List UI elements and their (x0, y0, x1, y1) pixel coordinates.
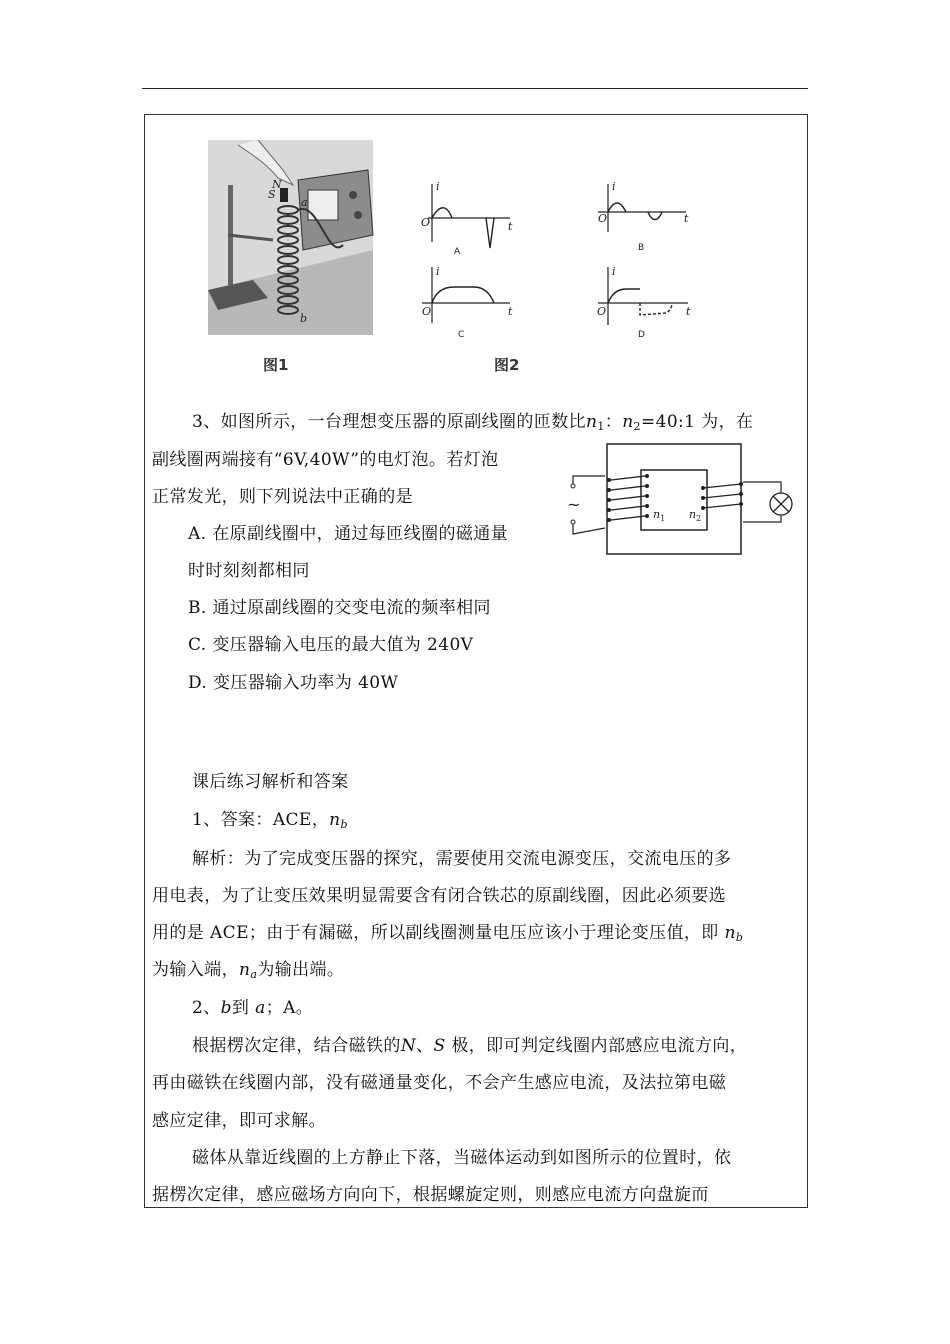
answer-1-exp-line1: 解析：为了完成变压器的探究，需要使用交流电源变压，交流电压的多 (192, 849, 732, 869)
axis-t: t (684, 212, 689, 225)
answer-2-p4: 磁体从靠近线圈的上方静止下落，当磁体运动到如图所示的位置时，依 (192, 1148, 732, 1168)
q3-option-a-line2: 时时刻刻都相同 (188, 561, 310, 581)
origin: O (598, 212, 608, 225)
axis-t: t (508, 305, 513, 318)
graph-panel-a (418, 182, 518, 257)
answer-1-exp-line4: 为输入端，$n_a$为输出端。 (152, 960, 345, 981)
axis-i: i (436, 180, 440, 193)
n1-label: $n_1$ (653, 508, 666, 523)
panel-label: D (638, 330, 645, 340)
q3-option-d: D. 变压器输入功率为 40W (188, 673, 399, 693)
axis-t: t (508, 220, 513, 233)
q3-option-b: B. 通过原副线圈的交变电流的频率相同 (188, 598, 491, 618)
q3-line2: 副线圈两端接有“6V,40W”的电灯泡。若灯泡 (152, 450, 499, 470)
answer-1-exp-line2: 用电表，为了让变压效果明显需要含有闭合铁芯的原副线圈，因此必须要选 (152, 886, 727, 906)
axis-i: i (612, 180, 616, 193)
figure-1-apparatus (208, 140, 373, 335)
q3-line1: 3、如图所示，一台理想变压器的原副线圈的匝数比n1：n2=40:1 为，在 (192, 412, 754, 433)
answer-1-exp-line3: 用的是 ACE；由于有漏磁，所以副线圈测量电压应该小于理论变压值，即 $n_b$ (152, 923, 744, 944)
answers-title: 课后练习解析和答案 (192, 772, 349, 792)
panel-label: A (454, 247, 461, 257)
origin: O (421, 216, 431, 229)
axis-i: i (612, 265, 616, 278)
n2-label: $n_2$ (689, 508, 702, 523)
graph-panel-d (596, 265, 696, 340)
answer-2-p1: 根据楞次定律，结合磁铁的N、S 极，即可判定线圈内部感应电流方向， (192, 1036, 748, 1056)
transformer-diagram (565, 442, 797, 560)
panel-label: B (638, 243, 645, 253)
axis-t: t (686, 305, 691, 318)
fig1-label-b: b (300, 312, 308, 325)
q3-line3: 正常发光，则下列说法中正确的是 (152, 487, 413, 507)
fig1-label-n: N (272, 178, 282, 191)
fig1-label-a: a (301, 196, 308, 209)
answer-2-p3: 感应定律，即可求解。 (152, 1111, 326, 1131)
figure-1-caption: 图1 (263, 356, 289, 374)
panel-label: C (458, 330, 465, 340)
axis-i: i (436, 265, 440, 278)
graph-panel-b (596, 182, 696, 257)
header-rule (142, 88, 808, 89)
q3-option-a-line1: A. 在原副线圈中，通过每匝线圈的磁通量 (188, 524, 509, 544)
figure-2-caption: 图2 (494, 356, 520, 374)
answer-1: 1、答案：ACE，$n_b$ (192, 810, 348, 831)
answer-2-p5: 据楞次定律，感应磁场方向向下，根据螺旋定则，则感应电流方向盘旋而 (152, 1185, 709, 1205)
answer-2-p2: 再由磁铁在线圈内部，没有磁通量变化，不会产生感应电流，及法拉第电磁 (152, 1073, 727, 1093)
q3-option-c: C. 变压器输入电压的最大值为 240V (188, 635, 474, 655)
answer-2: 2、b到 a；A。 (192, 998, 314, 1018)
origin: O (597, 305, 607, 318)
graph-panel-c (418, 265, 518, 340)
ac-source-symbol: ~ (567, 495, 581, 514)
origin: O (422, 305, 432, 318)
fig1-label-s: S (268, 188, 276, 201)
